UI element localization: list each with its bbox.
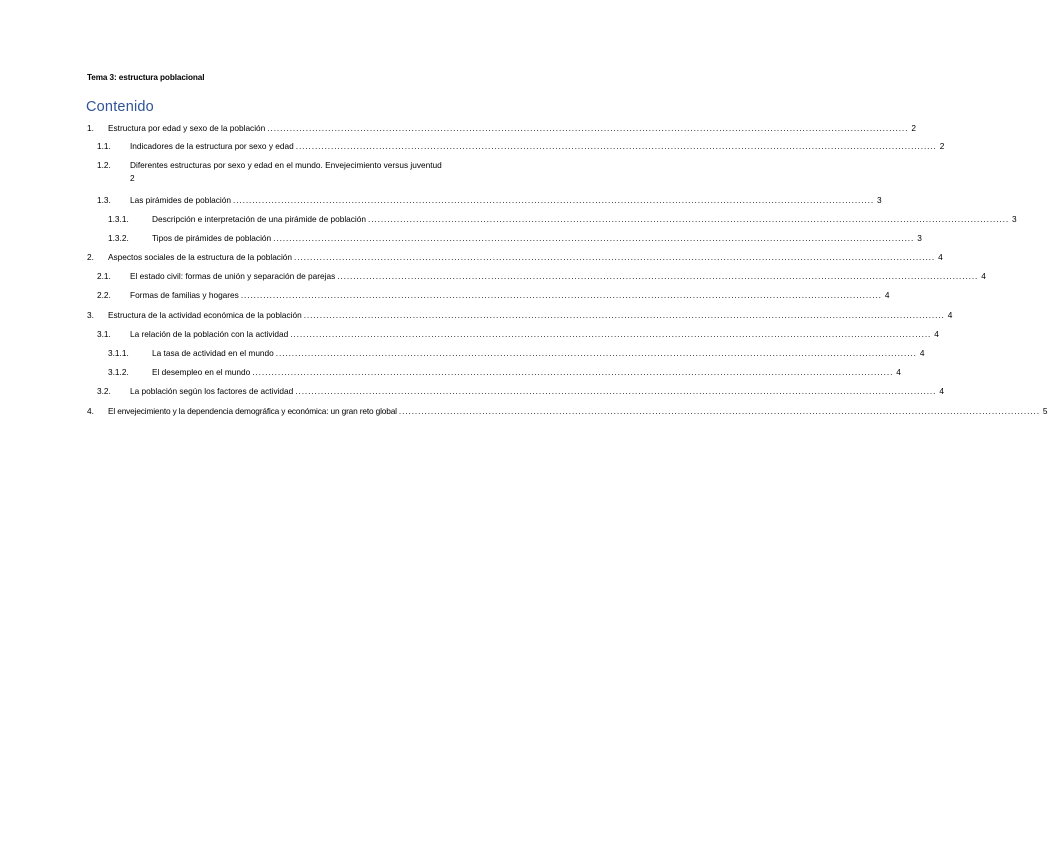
toc-entry-title: Las pirámides de población — [130, 195, 232, 205]
toc-leader-dots: ........................................................................................................................................................................................................ — [233, 195, 875, 205]
toc-entry-title: Formas de familias y hogares — [130, 290, 239, 300]
toc-entry-page: 5 — [1042, 406, 1048, 416]
toc-entry-number: 1.3. — [97, 195, 111, 205]
toc-entry-title: La tasa de actividad en el mundo — [152, 348, 274, 358]
toc-entry[interactable] — [108, 366, 901, 378]
toc-entry-page: 4 — [884, 290, 890, 300]
toc-entry-page: 4 — [981, 271, 986, 281]
toc-leader-dots: ........................................................................................................................................................................................................ — [240, 290, 882, 300]
toc-entry-title: La población según los factores de actividad — [130, 386, 294, 396]
toc-entry-title: Diferentes estructuras por sexo y edad en el mundo. Envejecimiento versus juventud — [130, 160, 442, 170]
document-title: Tema 3: estructura poblacional — [87, 73, 205, 82]
toc-entry-title: El envejecimiento y la dependencia demográfica y económica: un gran reto global — [108, 406, 397, 416]
toc-entry[interactable] — [97, 270, 986, 282]
toc-leader-dots: ........................................................................................................................................................................................................ — [252, 367, 894, 377]
toc-entry[interactable] — [97, 140, 945, 152]
toc-entry-page: 4 — [896, 367, 901, 377]
toc-entry[interactable] — [108, 232, 922, 244]
toc-entry-page: 3 — [1012, 214, 1017, 224]
toc-entry-title: Indicadores de la estructura por sexo y edad — [130, 141, 294, 151]
toc-entry-number: 1.2. — [97, 160, 111, 170]
toc-entry-page: 2 — [911, 123, 916, 133]
toc-entry-page: 4 — [939, 386, 944, 396]
toc-leader-dots: ........................................................................................................................................................................................................ — [295, 386, 937, 396]
toc-entry[interactable] — [97, 289, 890, 301]
toc-entry[interactable] — [97, 194, 882, 206]
toc-leader-dots: ........................................................................................................................................................................................................ — [398, 406, 1040, 416]
toc-entry[interactable] — [87, 251, 943, 263]
toc-entry[interactable] — [87, 309, 953, 321]
toc-entry[interactable] — [108, 213, 1017, 225]
toc-leader-dots: ........................................................................................................................................................................................................ — [290, 329, 932, 339]
toc-entry-page: 4 — [934, 329, 939, 339]
toc-leader-dots: ........................................................................................................................................................................................................ — [275, 348, 917, 358]
toc-leader-dots: ........................................................................................................................................................................................................ — [295, 141, 937, 151]
toc-entry-page: 2 — [939, 141, 945, 151]
toc-entry[interactable] — [97, 159, 513, 187]
toc-leader-dots: ........................................................................................................................................................................................................ — [337, 271, 979, 281]
toc-entry-number: 1. — [87, 123, 94, 133]
toc-entry[interactable] — [97, 328, 939, 340]
toc-entry-title: La relación de la población con la actividad — [130, 329, 289, 339]
toc-entry-title: El desempleo en el mundo — [152, 367, 251, 377]
toc-leader-dots: ........................................................................................................................................................................................................ — [368, 214, 1010, 224]
toc-entry-number: 3. — [87, 310, 94, 320]
toc-entry-page: 4 — [919, 348, 925, 358]
toc-leader-dots: ........................................................................................................................................................................................................ — [267, 123, 909, 133]
toc-entry-number: 3.1.2. — [108, 367, 129, 377]
toc-heading: Contenido — [86, 99, 154, 115]
toc-entry-number: 2. — [87, 252, 94, 262]
toc-entry-title: Tipos de pirámides de población — [152, 233, 272, 243]
toc-entry-page: 4 — [938, 252, 943, 262]
toc-entry-page: 2 — [130, 173, 135, 183]
toc-entry[interactable] — [87, 122, 916, 134]
toc-entry-page: 4 — [947, 310, 953, 320]
toc-entry-number: 1.3.2. — [108, 233, 129, 243]
toc-leader-dots: ........................................................................................................................................................................................................ — [303, 310, 945, 320]
toc-entry-title: El estado civil: formas de unión y separación de parejas — [130, 271, 336, 281]
toc-leader-dots: ........................................................................................................................................................................................................ — [273, 233, 915, 243]
toc-entry-title: Estructura de la actividad económica de la población — [108, 310, 302, 320]
toc-entry-number: 3.2. — [97, 386, 111, 396]
toc-entry-number: 1.1. — [97, 141, 111, 151]
toc-entry[interactable] — [108, 347, 925, 359]
toc-entry-title: Descripción e interpretación de una pirámide de población — [152, 214, 367, 224]
toc-leader-dots: ........................................................................................................................................................................................................ — [294, 252, 936, 262]
toc-entry-title: Aspectos sociales de la estructura de la población — [108, 252, 293, 262]
toc-entry-number: 4. — [87, 406, 94, 416]
toc-entry-number: 1.3.1. — [108, 214, 129, 224]
toc-entry[interactable] — [87, 405, 1048, 417]
toc-entry-title: Estructura por edad y sexo de la población — [108, 123, 266, 133]
toc-entry-number: 3.1.1. — [108, 348, 129, 358]
toc-entry-number: 2.1. — [97, 271, 111, 281]
toc-entry[interactable] — [97, 385, 944, 397]
toc-entry-page: 3 — [917, 233, 922, 243]
toc-entry-page: 3 — [877, 195, 882, 205]
toc-entry-number: 3.1. — [97, 329, 111, 339]
toc-entry-number: 2.2. — [97, 290, 111, 300]
